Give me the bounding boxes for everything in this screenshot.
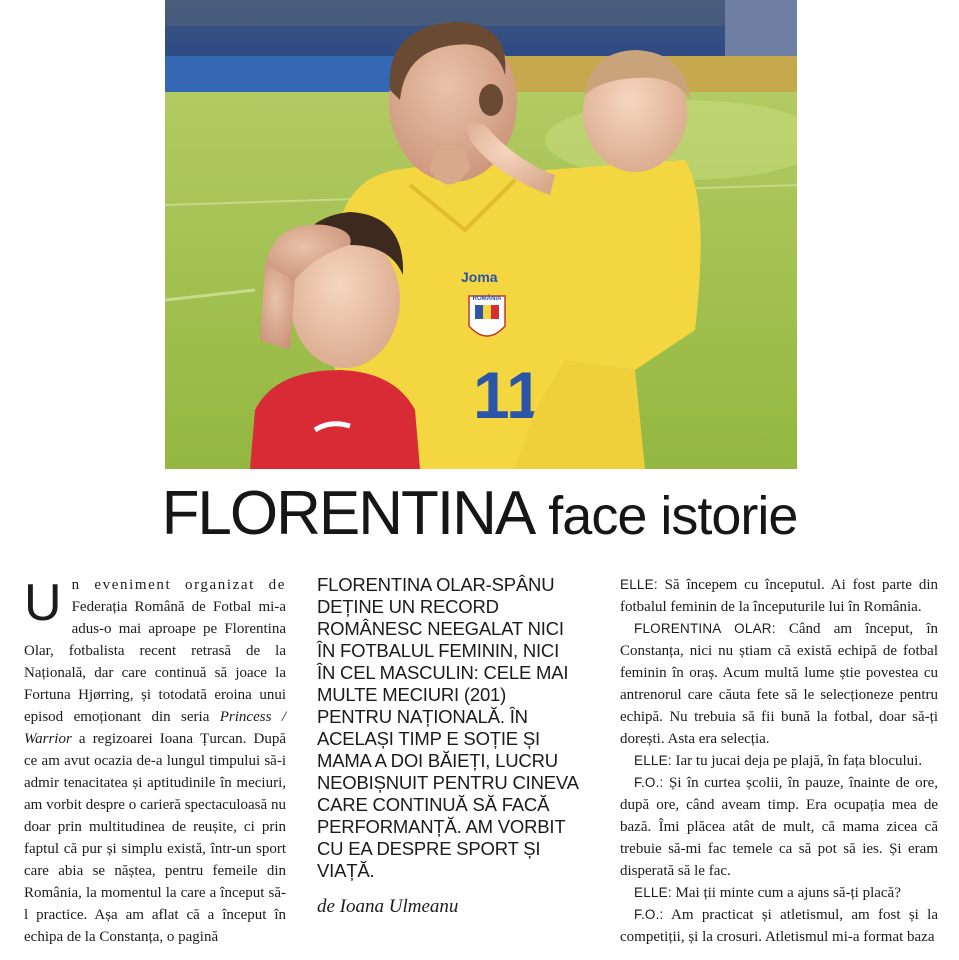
deck-column [317,574,579,918]
qa-speaker: ELLE: [634,753,672,768]
qa-paragraph [620,574,938,618]
intro-paragraph [24,574,286,948]
jersey-brand: Joma [461,269,498,285]
qa-text: Iar tu jucai deja pe plajă, în fața blocului. [671,753,923,769]
qa-text: Să începem cu începutul. Ai fost parte din fotbalul feminin de la începuturile lui în România. [620,577,938,615]
jersey-number: 11 [473,358,543,432]
intro-text-part2: a regizoarei Ioana Țurcan. După ce am avut ocazia de-a lungul timpului să-i admir tenacitatea și aptitudinile în meciuri, am vorbit despre o carieră spectaculoasă nu doar prin multitudinea de reușite, ci prin faptul că pur și simplu există, într-un sport care abia se năștea, pentru femeile din România, la momentul la care a început să-l practice. Așa am aflat că a început în echipa de la Constanța, o pagină [24,731,286,945]
qa-text: Mai ții minte cum a ajuns să-ți placă? [671,885,901,901]
hero-photo-illustration [165,0,797,469]
qa-speaker: ELLE: [620,577,658,592]
byline: de Ioana Ulmeanu [317,896,459,917]
interview-column [620,574,938,948]
qa-text: Am practicat și atletismul, am fost și la competiții, și la crosuri. Atletismul mi-a format baza [620,907,938,945]
qa-paragraph [620,904,938,948]
qa-text: Și în curtea școlii, în pauze, înainte de ore, după ore, când aveam timp. Era ocupația mea de bază. Îmi plăcea atât de mult, că mama zicea că trebuie să-mi fac temele ca să pot să ies. Și eram disperată să le fac. [620,775,938,879]
qa-paragraph [620,772,938,882]
headline-rest: face istorie [548,486,798,546]
article-headline [0,474,959,570]
intro-first-line: n eveniment organizat de [71,577,286,593]
qa-speaker: F.O.: [634,775,664,790]
qa-paragraph [620,750,938,772]
series-title: Princess / Warrior [24,709,286,747]
qa-paragraph [620,882,938,904]
qa-text: Când am început, în Constanța, nici nu știam că există echipă de fotbal feminin în oraș. Acum multă lume știe povestea cu antrenorul care căuta fete să le selecționeze pentru echipă. Nu trebuia să fii bună la fotbal, doar să-ți dorești. Asta era selecția. [620,621,938,747]
headline-name: FLORENTINA [161,479,535,548]
drop-cap: U [24,574,62,632]
qa-paragraph [620,618,938,750]
qa-speaker: FLORENTINA OLAR: [634,621,776,636]
jersey-crest-label: ROMÂNIA [472,296,502,302]
intro-column [24,574,286,948]
hero-photo [165,0,797,469]
qa-speaker: ELLE: [634,885,672,900]
article-deck: FLORENTINA OLAR-SPÂNU DEȚINE UN RECORD ROMÂNESC NEEGALAT NICI ÎN FOTBALUL FEMININ, NICI ÎN CEL MASCULIN: CELE MAI MULTE MECIURI (201) PENTRU NAȚIONALĂ. ÎN ACELAȘI TIMP E SOȚIE ȘI MAMA A DOI BĂIEȚI, LUCRU NEOBIȘNUIT PENTRU CINEVA CARE CONTINUĂ SĂ FACĂ PERFORMANȚĂ. AM VORBIT CU EA DESPRE SPORT ȘI VIAȚĂ. [317,574,578,881]
qa-speaker: F.O.: [634,907,664,922]
intro-text-part1: Federația Română de Fotbal mi-a adus-o mai aproape pe Florentina Olar, fotbalista recent retrasă de la Națională, dar care continuă să joace la Fortuna Hjørring, și totodată eroina unui episod emoționant din seria [24,599,286,725]
